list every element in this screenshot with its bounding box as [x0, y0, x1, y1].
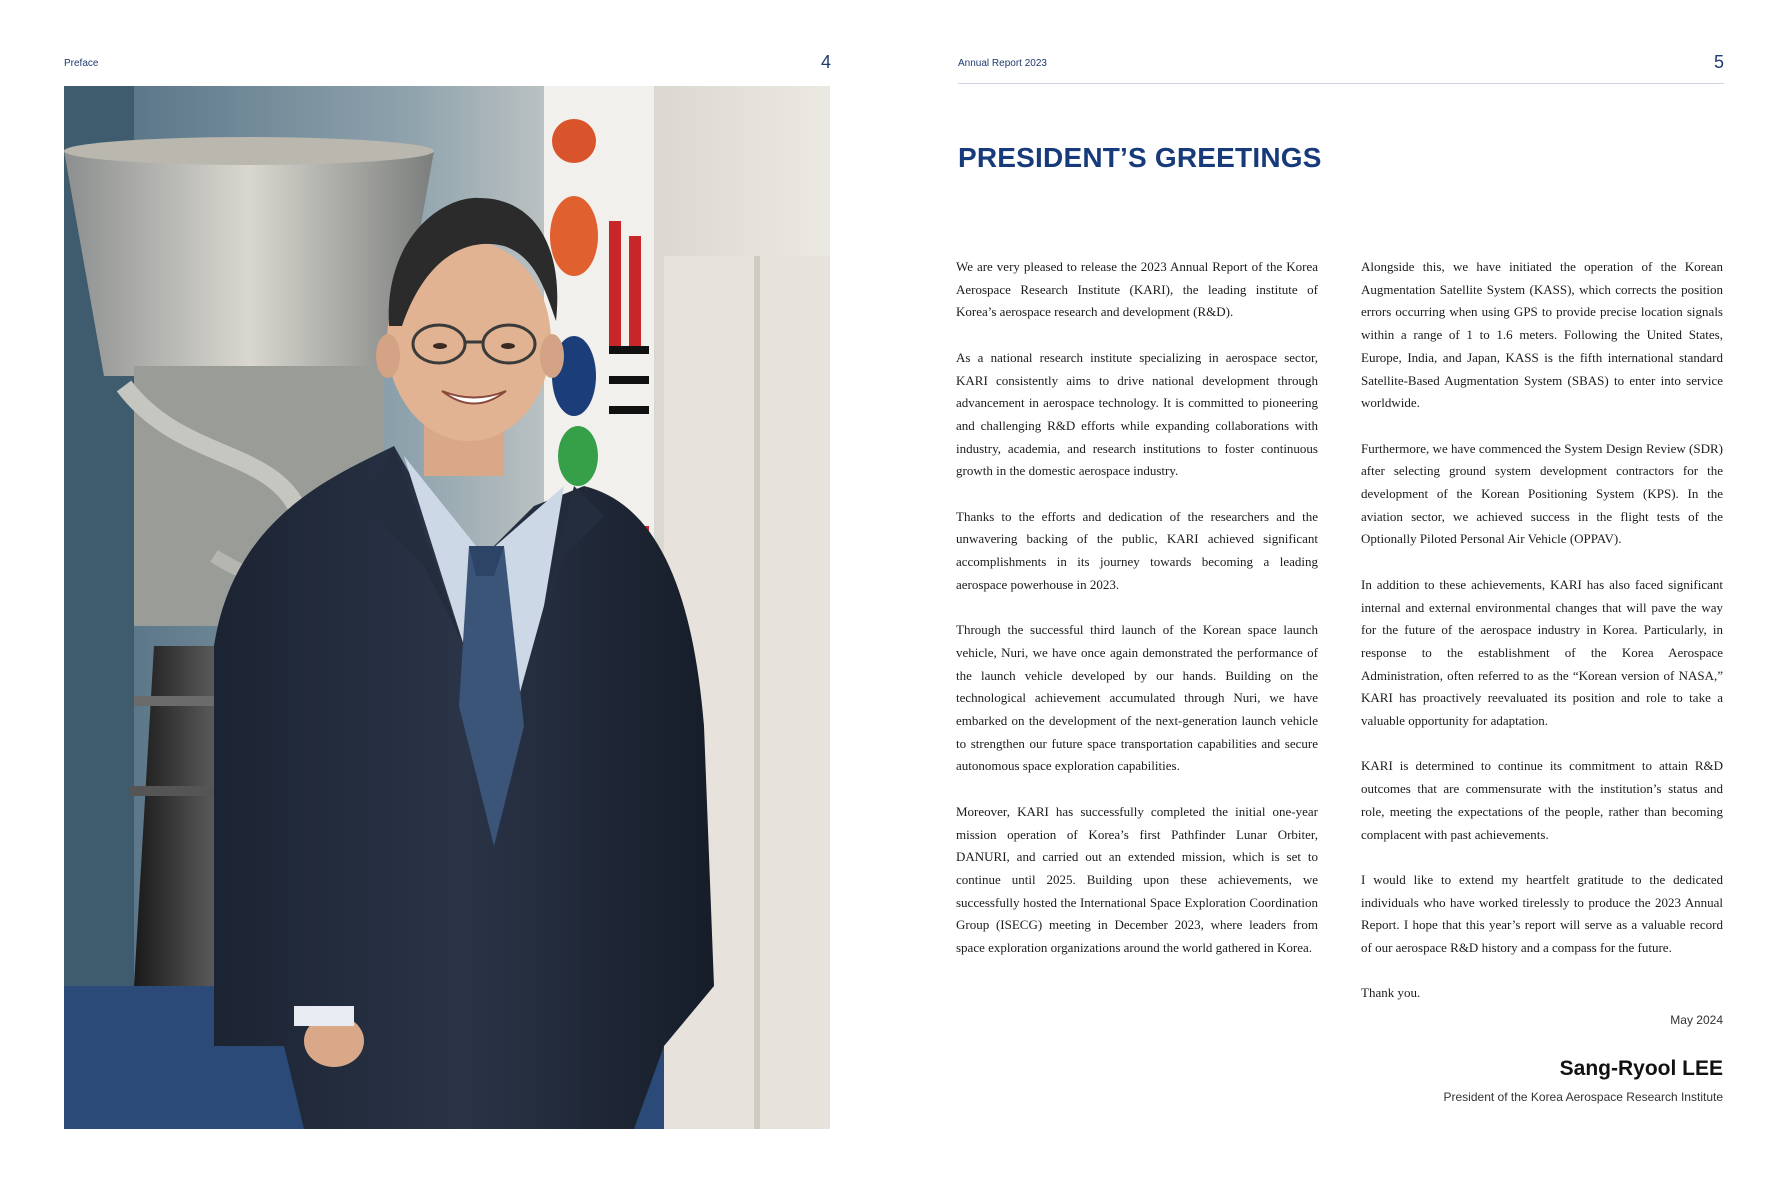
header-divider — [958, 83, 1724, 84]
page-number-right: 5 — [1714, 52, 1725, 72]
report-label: Annual Report 2023 — [958, 58, 1047, 69]
closing-line: Thank you. — [1361, 985, 1421, 1001]
paragraph: Furthermore, we have commenced the System Design Review (SDR) after selecting ground system development contractors for the development of the Korean Positioning System (KPS). In the aviation sector, we achieved success in the flight tests of the Optionally Piloted Personal Air Vehicle (OPPAV). — [1361, 440, 1723, 547]
paragraph: KARI is determined to continue its commitment to attain R&D outcomes that are commensurate with the institution’s status and role, meeting the expectations of the people, rather than becoming complacent with past achievements. — [1361, 758, 1723, 842]
paragraph: Moreover, KARI has successfully completed the initial one-year mission operation of Korea’s first Pathfinder Lunar Orbiter, DANURI, and carried out an extended mission, which is set to continue until 2025. Building upon these achievements, we successfully hosted the International Space Exploration Coordination Group (ISECG) meeting in December 2023, where leaders from space exploration organizations around the world gathered in Korea. — [956, 803, 1318, 956]
body-column-right — [1361, 256, 1723, 1005]
paragraph: Through the successful third launch of the Korean space launch vehicle, Nuri, we have once again demonstrated the performance of the launch vehicle developed by our hands. Building on the technological achievement accumulated through Nuri, we have embarked on the development of the next-generation launch vehicle to strengthen our future space transportation capabilities and secure autonomous space exploration capabilities. — [956, 622, 1318, 774]
paragraph: Alongside this, we have initiated the operation of the Korean Augmentation Satellite System (KASS), which corrects the position errors occurring when using GPS to provide precise location signals within a range of 1 to 1.6 meters. Following the United States, Europe, India, and Japan, KASS is the fifth international standard Satellite-Based Augmentation System (SBAS) to enter into service worldwide. — [1361, 259, 1723, 411]
paragraph: Thanks to the efforts and dedication of the researchers and the unwavering backing of the public, KARI achieved significant accomplishments in its journey towards becoming a leading aerospace powerhouse in 2023. — [956, 508, 1318, 592]
paragraph: As a national research institute specializing in aerospace sector, KARI consistently aims to drive national development through advancement in aerospace technology. It is committed to pioneering and challenging R&D efforts while expanding collaborations with industry, academia, and research institutions to foster continuous growth in the domestic aerospace industry. — [956, 349, 1318, 479]
paragraph: I would like to extend my heartfelt gratitude to the dedicated individuals who have worked tirelessly to produce the 2023 Annual Report. I hope that this year’s report will serve as a valuable record of our aerospace R&D history and a compass for the future. — [1361, 871, 1723, 956]
president-photo — [64, 86, 830, 1129]
body-column-left — [956, 256, 1318, 960]
page-number-left: 4 — [821, 52, 832, 72]
paragraph: We are very pleased to release the 2023 Annual Report of the Korea Aerospace Research Institute (KARI), the leading institute of Korea’s aerospace research and development (R&D). — [956, 259, 1318, 320]
letter-date: May 2024 — [1670, 1013, 1723, 1027]
page-title: PRESIDENT’S GREETINGS — [958, 142, 1322, 173]
signature-title: President of the Korea Aerospace Research Institute — [1443, 1090, 1723, 1104]
paragraph: In addition to these achievements, KARI has also faced significant internal and external environmental changes that will pave the way for the future of the aerospace industry in Korea. Particularly, in response to the establishment of the Korea Aerospace Administration, often referred to as the “Korean version of NASA,” KARI has proactively reevaluated its position and role to take a valuable opportunity for adaptation. — [1361, 576, 1723, 729]
section-label: Preface — [64, 58, 99, 69]
signature-name: Sang-Ryool LEE — [1559, 1057, 1723, 1080]
